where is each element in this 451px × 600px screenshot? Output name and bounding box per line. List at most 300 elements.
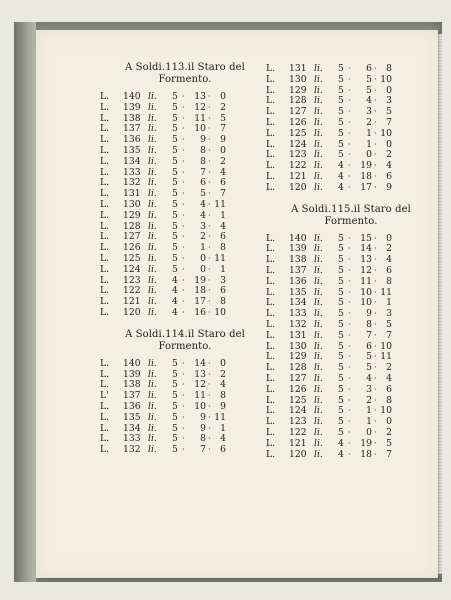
row-denari-value: 5 xyxy=(386,106,392,118)
row-li-label: li. xyxy=(314,340,323,352)
row-prefix: L. xyxy=(266,329,276,341)
row-li-label: li. xyxy=(148,357,157,369)
row-lire-value: 5 xyxy=(172,390,178,402)
row-li-label: li. xyxy=(314,405,323,417)
separator-dot: · xyxy=(374,64,377,73)
row-li-label: li. xyxy=(148,144,157,156)
row-li-label: li. xyxy=(148,444,157,456)
row-prefix: L. xyxy=(266,351,276,363)
row-lire-amount: 138 xyxy=(123,112,141,124)
row-prefix: L. xyxy=(266,264,276,276)
row-soldi-value: 5 xyxy=(366,73,372,85)
table-row xyxy=(266,183,436,194)
table-rows xyxy=(100,92,270,319)
row-lire-value: 5 xyxy=(338,426,344,438)
separator-dot: · xyxy=(348,373,351,383)
row-denari-value: 1 xyxy=(220,263,226,275)
row-li-label: li. xyxy=(314,448,323,460)
row-denari-value: 6 xyxy=(386,383,392,395)
row-li-label: li. xyxy=(314,286,323,298)
row-soldi-value: 8 xyxy=(200,155,206,167)
row-prefix: L. xyxy=(100,209,110,221)
row-prefix: L. xyxy=(100,155,110,167)
table-rows xyxy=(266,234,436,461)
row-denari-value: 7 xyxy=(220,188,226,200)
row-lire-value: 5 xyxy=(338,95,344,107)
row-soldi-value: 6 xyxy=(366,63,372,74)
table-heading xyxy=(100,329,270,353)
row-denari-value: 6 xyxy=(220,177,226,189)
row-prefix: L. xyxy=(100,252,110,264)
separator-dot: · xyxy=(374,128,377,138)
row-lire-amount: 139 xyxy=(123,101,141,113)
row-denari-value: 2 xyxy=(386,243,392,255)
row-li-label: li. xyxy=(314,372,323,384)
separator-dot: · xyxy=(208,369,211,379)
separator-dot: · xyxy=(348,171,351,181)
row-li-label: li. xyxy=(314,275,323,287)
row-soldi-value: 5 xyxy=(366,84,372,96)
row-li-label: li. xyxy=(148,209,157,221)
row-lire-amount: 140 xyxy=(289,232,307,244)
row-denari-value: 4 xyxy=(220,379,226,391)
row-li-label: li. xyxy=(148,155,157,167)
table-row xyxy=(266,129,436,140)
row-prefix: L. xyxy=(266,297,276,309)
row-denari-value: 2 xyxy=(386,362,392,374)
separator-dot: · xyxy=(348,395,351,405)
row-denari-value: 2 xyxy=(220,155,226,167)
row-lire-value: 5 xyxy=(172,220,178,232)
row-lire-amount: 127 xyxy=(289,372,307,384)
row-li-label: li. xyxy=(148,123,157,135)
row-lire-amount: 121 xyxy=(123,296,141,308)
separator-dot: · xyxy=(208,232,211,242)
row-soldi-value: 3 xyxy=(366,106,372,118)
row-lire-value: 5 xyxy=(172,91,178,102)
row-soldi-value: 8 xyxy=(200,433,206,445)
row-soldi-value: 10 xyxy=(360,286,372,298)
row-li-label: li. xyxy=(314,170,323,182)
separator-dot: · xyxy=(182,423,185,433)
row-li-label: li. xyxy=(148,220,157,232)
row-soldi-value: 6 xyxy=(200,177,206,189)
row-lire-value: 5 xyxy=(172,177,178,189)
row-lire-value: 5 xyxy=(338,127,344,139)
row-soldi-value: 2 xyxy=(366,394,372,406)
separator-dot: · xyxy=(182,307,185,317)
row-prefix: L. xyxy=(100,112,110,124)
table-rows xyxy=(266,64,436,194)
row-denari-value: 5 xyxy=(386,437,392,449)
row-prefix: L. xyxy=(100,188,110,200)
row-prefix: L. xyxy=(266,254,276,266)
separator-dot: · xyxy=(208,178,211,188)
row-prefix: L. xyxy=(100,422,110,434)
separator-dot: · xyxy=(374,363,377,373)
table-row xyxy=(100,413,270,424)
row-lire-amount: 131 xyxy=(289,329,307,341)
separator-dot: · xyxy=(374,255,377,265)
separator-dot: · xyxy=(208,391,211,401)
row-lire-amount: 124 xyxy=(289,138,307,150)
row-lire-amount: 137 xyxy=(123,390,141,402)
separator-dot: · xyxy=(348,107,351,117)
separator-dot: · xyxy=(182,434,185,444)
row-lire-value: 5 xyxy=(172,242,178,254)
row-denari-value: 7 xyxy=(386,116,392,128)
row-soldi-value: 1 xyxy=(366,127,372,139)
row-soldi-value: 9 xyxy=(200,422,206,434)
row-li-label: li. xyxy=(314,243,323,255)
price-table-block xyxy=(100,329,270,456)
row-soldi-value: 0 xyxy=(200,252,206,264)
row-li-label: li. xyxy=(148,400,157,412)
row-lire-amount: 129 xyxy=(123,209,141,221)
row-lire-value: 5 xyxy=(338,106,344,118)
row-denari-value: 10 xyxy=(380,405,392,417)
row-prefix: L. xyxy=(100,400,110,412)
row-denari-value: 5 xyxy=(386,318,392,330)
separator-dot: · xyxy=(208,92,211,101)
row-lire-amount: 133 xyxy=(123,433,141,445)
row-soldi-value: 18 xyxy=(360,170,372,182)
row-lire-amount: 120 xyxy=(289,181,307,193)
row-lire-value: 5 xyxy=(338,308,344,320)
row-li-label: li. xyxy=(314,106,323,118)
price-table-block xyxy=(266,204,436,461)
row-lire-amount: 130 xyxy=(289,340,307,352)
table-heading xyxy=(266,204,436,228)
row-lire-value: 5 xyxy=(338,138,344,150)
table-heading xyxy=(100,62,270,86)
separator-dot: · xyxy=(348,363,351,373)
row-lire-value: 5 xyxy=(172,357,178,369)
separator-dot: · xyxy=(208,412,211,422)
row-lire-value: 5 xyxy=(172,411,178,423)
row-prefix: L. xyxy=(266,275,276,287)
separator-dot: · xyxy=(348,64,351,73)
row-lire-amount: 128 xyxy=(289,95,307,107)
row-soldi-value: 11 xyxy=(194,390,206,402)
row-denari-value: 11 xyxy=(214,198,226,210)
row-prefix: L. xyxy=(266,63,276,74)
row-lire-amount: 121 xyxy=(289,437,307,449)
row-denari-value: 11 xyxy=(380,351,392,363)
row-soldi-value: 8 xyxy=(200,144,206,156)
row-soldi-value: 8 xyxy=(366,318,372,330)
row-prefix: L. xyxy=(100,134,110,146)
row-soldi-value: 19 xyxy=(194,274,206,286)
row-lire-value: 4 xyxy=(338,437,344,449)
row-li-label: li. xyxy=(314,426,323,438)
row-soldi-value: 1 xyxy=(366,138,372,150)
separator-dot: · xyxy=(374,74,377,84)
separator-dot: · xyxy=(182,102,185,112)
separator-dot: · xyxy=(348,319,351,329)
row-soldi-value: 0 xyxy=(200,263,206,275)
row-lire-amount: 122 xyxy=(123,285,141,297)
row-soldi-value: 4 xyxy=(200,209,206,221)
row-prefix: L. xyxy=(266,149,276,161)
row-li-label: li. xyxy=(148,231,157,243)
row-lire-amount: 125 xyxy=(123,252,141,264)
separator-dot: · xyxy=(182,221,185,231)
separator-dot: · xyxy=(182,145,185,155)
separator-dot: · xyxy=(182,297,185,307)
row-denari-value: 0 xyxy=(220,144,226,156)
row-denari-value: 11 xyxy=(214,411,226,423)
row-lire-amount: 130 xyxy=(123,198,141,210)
table-row xyxy=(100,359,270,370)
row-soldi-value: 1 xyxy=(200,242,206,254)
row-denari-value: 1 xyxy=(220,422,226,434)
row-prefix: L. xyxy=(266,308,276,320)
row-li-label: li. xyxy=(148,91,157,102)
separator-dot: · xyxy=(374,330,377,340)
row-soldi-value: 12 xyxy=(194,379,206,391)
row-li-label: li. xyxy=(314,254,323,266)
row-li-label: li. xyxy=(148,112,157,124)
row-soldi-value: 10 xyxy=(194,123,206,135)
row-denari-value: 2 xyxy=(386,426,392,438)
row-lire-value: 5 xyxy=(338,243,344,255)
row-prefix: L. xyxy=(100,274,110,286)
row-soldi-value: 10 xyxy=(360,297,372,309)
row-lire-amount: 131 xyxy=(289,63,307,74)
row-denari-value: 8 xyxy=(386,394,392,406)
row-lire-value: 4 xyxy=(172,285,178,297)
table-row xyxy=(100,157,270,168)
table-title: A Soldi.115.il Staro del xyxy=(291,203,411,215)
row-prefix: L. xyxy=(266,383,276,395)
row-lire-amount: 122 xyxy=(289,426,307,438)
separator-dot: · xyxy=(208,199,211,209)
row-denari-value: 8 xyxy=(386,275,392,287)
row-prefix: L. xyxy=(100,285,110,297)
row-li-label: li. xyxy=(148,177,157,189)
separator-dot: · xyxy=(182,286,185,296)
separator-dot: · xyxy=(208,275,211,285)
row-prefix: L. xyxy=(266,372,276,384)
row-denari-value: 5 xyxy=(220,112,226,124)
row-li-label: li. xyxy=(314,127,323,139)
row-denari-value: 6 xyxy=(386,170,392,182)
row-li-label: li. xyxy=(314,138,323,150)
row-denari-value: 9 xyxy=(220,134,226,146)
separator-dot: · xyxy=(208,264,211,274)
row-denari-value: 4 xyxy=(386,160,392,172)
separator-dot: · xyxy=(348,255,351,265)
separator-dot: · xyxy=(374,449,377,459)
separator-dot: · xyxy=(348,352,351,362)
right-column xyxy=(266,62,436,460)
separator-dot: · xyxy=(348,117,351,127)
table-row xyxy=(100,103,270,114)
row-prefix: L. xyxy=(100,306,110,318)
row-lire-value: 4 xyxy=(172,306,178,318)
row-soldi-value: 9 xyxy=(200,134,206,146)
row-prefix: L. xyxy=(100,379,110,391)
row-lire-amount: 129 xyxy=(289,84,307,96)
row-lire-amount: 128 xyxy=(123,220,141,232)
row-denari-value: 8 xyxy=(386,63,392,74)
row-lire-value: 5 xyxy=(338,329,344,341)
row-denari-value: 6 xyxy=(220,444,226,456)
row-prefix: L. xyxy=(266,286,276,298)
row-prefix: L. xyxy=(266,181,276,193)
row-denari-value: 11 xyxy=(380,286,392,298)
table-row xyxy=(266,75,436,86)
row-denari-value: 2 xyxy=(220,368,226,380)
separator-dot: · xyxy=(374,117,377,127)
row-lire-value: 5 xyxy=(338,275,344,287)
row-lire-amount: 132 xyxy=(123,444,141,456)
separator-dot: · xyxy=(208,156,211,166)
row-denari-value: 10 xyxy=(214,306,226,318)
separator-dot: · xyxy=(208,145,211,155)
row-denari-value: 4 xyxy=(220,166,226,178)
separator-dot: · xyxy=(374,161,377,171)
row-li-label: li. xyxy=(314,149,323,161)
separator-dot: · xyxy=(182,445,185,455)
separator-dot: · xyxy=(182,124,185,134)
row-lire-value: 5 xyxy=(172,123,178,135)
row-soldi-value: 7 xyxy=(200,444,206,456)
row-prefix: L. xyxy=(266,243,276,255)
separator-dot: · xyxy=(374,417,377,427)
row-li-label: li. xyxy=(148,134,157,146)
row-lire-amount: 120 xyxy=(289,448,307,460)
separator-dot: · xyxy=(348,406,351,416)
row-denari-value: 0 xyxy=(386,138,392,150)
row-denari-value: 4 xyxy=(386,254,392,266)
separator-dot: · xyxy=(182,189,185,199)
separator-dot: · xyxy=(374,150,377,160)
separator-dot: · xyxy=(182,391,185,401)
row-li-label: li. xyxy=(314,73,323,85)
row-soldi-value: 3 xyxy=(200,220,206,232)
row-prefix: L. xyxy=(266,405,276,417)
row-prefix: L. xyxy=(100,242,110,254)
row-lire-amount: 123 xyxy=(289,149,307,161)
row-denari-value: 8 xyxy=(220,296,226,308)
row-li-label: li. xyxy=(148,368,157,380)
row-lire-amount: 139 xyxy=(289,243,307,255)
separator-dot: · xyxy=(374,287,377,297)
row-prefix: L. xyxy=(266,426,276,438)
row-denari-value: 9 xyxy=(220,400,226,412)
separator-dot: · xyxy=(374,265,377,275)
separator-dot: · xyxy=(348,233,351,243)
row-prefix: L. xyxy=(100,220,110,232)
separator-dot: · xyxy=(182,369,185,379)
row-lire-amount: 131 xyxy=(123,188,141,200)
row-lire-amount: 133 xyxy=(289,308,307,320)
row-lire-value: 4 xyxy=(338,170,344,182)
row-li-label: li. xyxy=(314,362,323,374)
row-soldi-value: 3 xyxy=(366,383,372,395)
row-lire-amount: 126 xyxy=(123,242,141,254)
row-li-label: li. xyxy=(148,242,157,254)
row-lire-value: 5 xyxy=(172,209,178,221)
separator-dot: · xyxy=(208,253,211,263)
row-prefix: L. xyxy=(266,170,276,182)
row-li-label: li. xyxy=(148,422,157,434)
row-soldi-value: 11 xyxy=(360,275,372,287)
separator-dot: · xyxy=(374,373,377,383)
row-lire-value: 5 xyxy=(172,444,178,456)
row-li-label: li. xyxy=(148,101,157,113)
row-li-label: li. xyxy=(314,308,323,320)
row-lire-amount: 138 xyxy=(289,254,307,266)
separator-dot: · xyxy=(182,401,185,411)
row-lire-amount: 125 xyxy=(289,127,307,139)
row-prefix: L. xyxy=(100,411,110,423)
row-denari-value: 2 xyxy=(386,149,392,161)
row-li-label: li. xyxy=(148,198,157,210)
row-lire-value: 5 xyxy=(338,416,344,428)
table-row xyxy=(266,439,436,450)
separator-dot: · xyxy=(348,150,351,160)
separator-dot: · xyxy=(348,309,351,319)
row-li-label: li. xyxy=(148,306,157,318)
table-row xyxy=(100,211,270,222)
row-li-label: li. xyxy=(314,297,323,309)
row-soldi-value: 19 xyxy=(360,437,372,449)
row-lire-amount: 126 xyxy=(289,383,307,395)
separator-dot: · xyxy=(348,265,351,275)
separator-dot: · xyxy=(348,427,351,437)
separator-dot: · xyxy=(208,307,211,317)
row-denari-value: 7 xyxy=(386,329,392,341)
row-lire-value: 5 xyxy=(172,144,178,156)
row-prefix: L. xyxy=(266,416,276,428)
row-lire-value: 5 xyxy=(338,394,344,406)
row-lire-amount: 132 xyxy=(123,177,141,189)
row-li-label: li. xyxy=(148,433,157,445)
separator-dot: · xyxy=(374,319,377,329)
separator-dot: · xyxy=(348,384,351,394)
row-denari-value: 8 xyxy=(220,390,226,402)
row-prefix: L. xyxy=(266,127,276,139)
row-lire-value: 5 xyxy=(338,149,344,161)
row-lire-amount: 135 xyxy=(289,286,307,298)
separator-dot: · xyxy=(374,352,377,362)
row-lire-amount: 136 xyxy=(123,134,141,146)
row-lire-amount: 127 xyxy=(123,231,141,243)
row-lire-amount: 137 xyxy=(123,123,141,135)
row-denari-value: 7 xyxy=(220,123,226,135)
row-li-label: li. xyxy=(314,232,323,244)
book-spine xyxy=(14,22,36,582)
row-prefix: L. xyxy=(100,101,110,113)
row-prefix: L. xyxy=(100,444,110,456)
row-soldi-value: 11 xyxy=(194,112,206,124)
table-subtitle: Formento. xyxy=(158,74,212,85)
table-row xyxy=(266,450,436,461)
row-lire-amount: 134 xyxy=(123,155,141,167)
row-lire-value: 4 xyxy=(338,448,344,460)
separator-dot: · xyxy=(348,330,351,340)
separator-dot: · xyxy=(374,139,377,149)
separator-dot: · xyxy=(208,445,211,455)
separator-dot: · xyxy=(208,297,211,307)
row-lire-value: 5 xyxy=(338,73,344,85)
row-denari-value: 0 xyxy=(386,416,392,428)
row-li-label: li. xyxy=(148,285,157,297)
row-soldi-value: 14 xyxy=(194,357,206,369)
